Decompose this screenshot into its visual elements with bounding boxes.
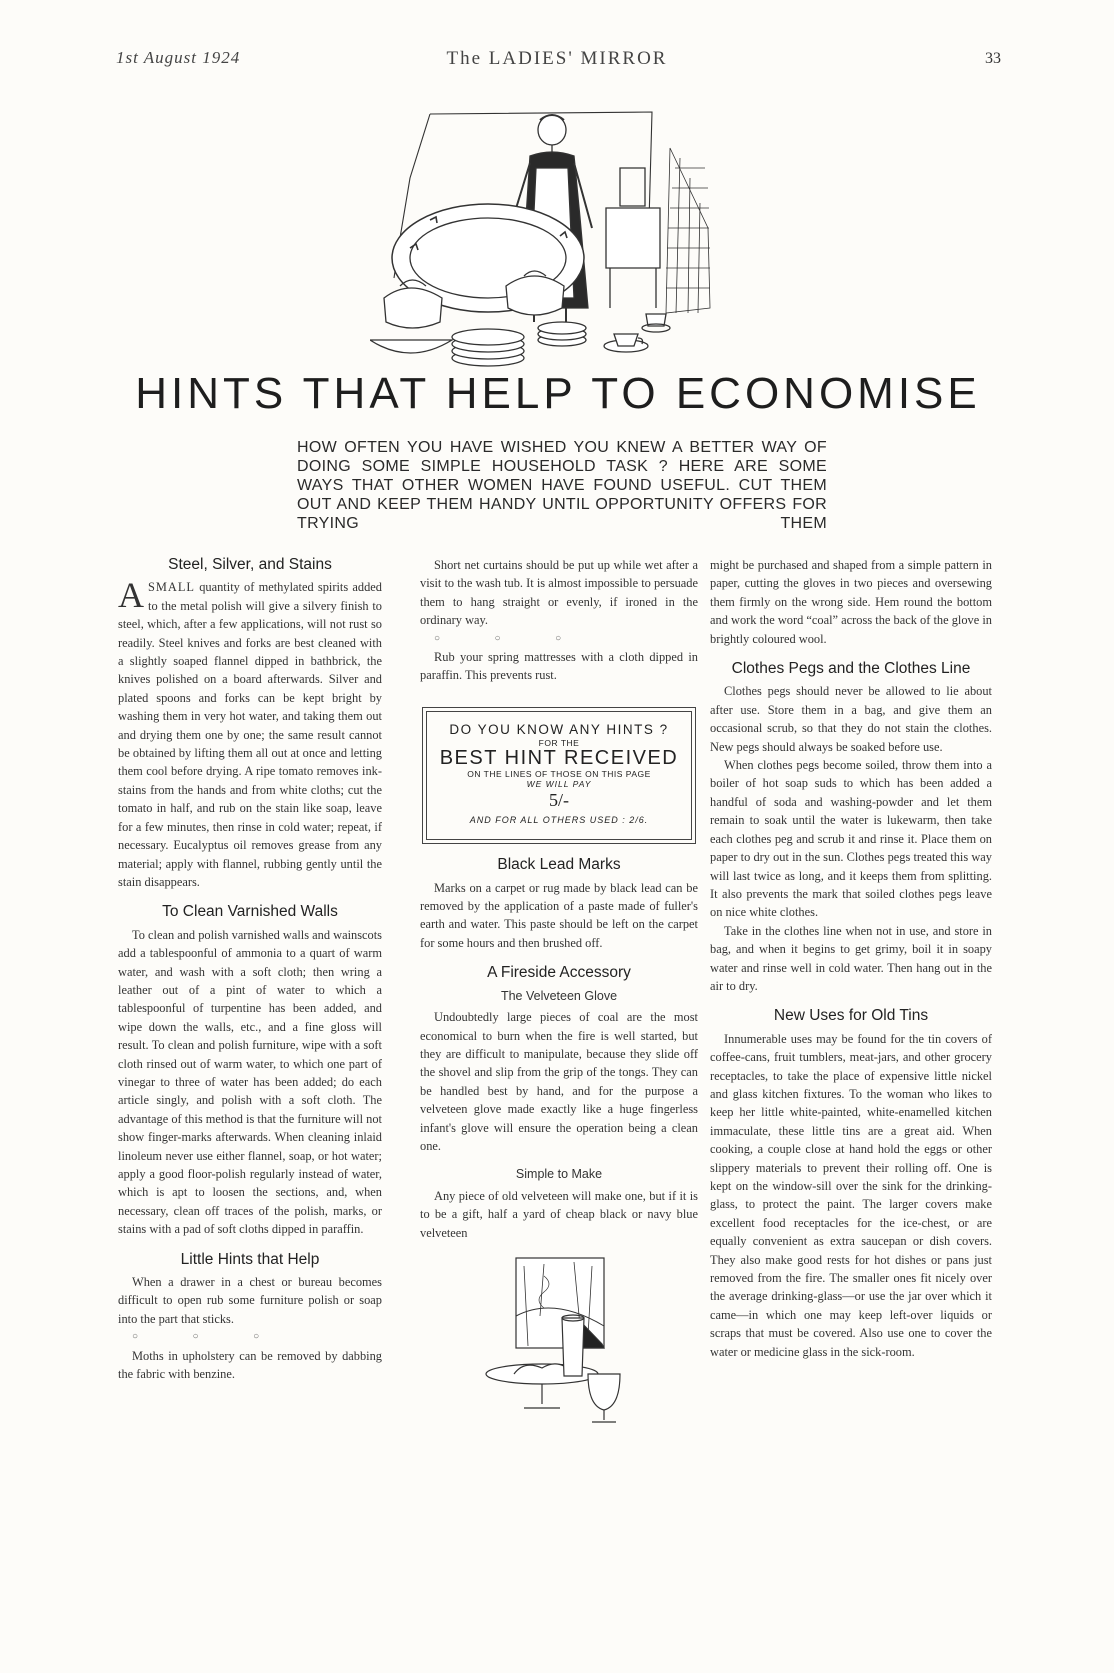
section-heading-old-tins: New Uses for Old Tins <box>773 1007 929 1025</box>
contest-question: DO YOU KNOW ANY HINTS ? <box>449 721 669 737</box>
steel-paragraph <box>118 575 382 891</box>
hint-contest-box <box>422 707 696 844</box>
separator-dots: ○ ○ ○ <box>132 1331 286 1343</box>
section-heading-steel: Steel, Silver, and Stains <box>168 556 332 573</box>
drawer-paragraph: When a drawer in a chest or bureau becomes difficult to open rub some furniture polish or soap into the part that sticks. <box>118 1275 382 1326</box>
section-heading-walls: To Clean Varnished Walls <box>162 903 338 921</box>
simple-paragraph: Any piece of old velveteen will make one, but if it is to be a gift, half a yard of cheap black or navy blue velveteen <box>420 1188 698 1240</box>
contest-others: AND FOR ALL OTHERS USED : 2/6. <box>469 814 649 825</box>
subheading-simple-to-make: Simple to Make <box>515 1167 603 1182</box>
small-caps-lead: SMALL <box>148 580 195 595</box>
section-heading-fireside: A Fireside Accessory <box>487 964 631 982</box>
contest-best-hint: BEST HINT RECEIVED <box>439 746 679 769</box>
pegs-paragraph-3: Take in the clothes line when not in use, and store in bag, and when it begins to get grimy, boil it in soapy water and rinse well in cold water. Then hang out in the air to dry. <box>710 923 992 993</box>
drop-cap: A <box>118 575 144 616</box>
column-3 <box>710 556 992 1361</box>
curtains-paragraph: Short net curtains should be put up while wet after a visit to the wash tub. It is almost impossible to persuade them to hang straight or evenly, if ironed in the ordinary way. <box>420 558 698 628</box>
contest-will-pay: WE WILL PAY <box>526 778 592 789</box>
walls-paragraph: To clean and polish varnished walls and wainscots add a tablespoonful of ammonia to a quart of warm water, and wash with a soft cloth; then wring a leather out of a pint of water to which a tablespoonful of turpentine has been added, and wipe down the walls, etc., and a fine gloss will result. To clean and polish furniture, wipe with a soft cloth rinsed out of warm water, to which one part of vinegar to three of water has been added; do each article singly, and polish with a soft cloth. The advantage of this method is that the furniture will not show finger-marks afterwards. When cleaning inlaid linoleum never use either flannel, soap, or hot water; apply a good floor-polish regularly instead of water, which is apt to loosen the sections, and, when necessary, clean off traces of the polish, marks, or stains with a pad of soft cloths dipped in paraffin. <box>118 927 382 1237</box>
page-number: 33 <box>985 50 1001 67</box>
issue-date: 1st August 1924 <box>116 48 241 67</box>
pegs-paragraph-1: Clothes pegs should never be allowed to lie about after use. Store them in a bag, and give them an occasional scrub, so that they do not stain the clothes. New pegs should always be soaked before use. <box>710 684 992 754</box>
article-subdeck: HOW OFTEN YOU HAVE WISHED YOU KNEW A BETTER WAY OF DOING SOME SIMPLE HOUSEHOLD TASK ? HERE ARE SOME WAYS THAT OTHER WOMEN HAVE FOUND USEFUL. CUT THEM OUT AND KEEP THEM HANDY UNTIL OPPORTUNITY OFFERS FOR TRYING THEM <box>297 439 827 532</box>
contest-amount: 5/- <box>549 789 569 810</box>
section-heading-black-lead: Black Lead Marks <box>497 856 621 874</box>
contest-for-the: FOR THE <box>538 737 580 748</box>
pegs-paragraph-2: When clothes pegs become soiled, throw them into a boiler of hot soap suds to which has been added a handful of soda and washing-powder and let them remain to soak until the water is lukewarm, then take each clothes peg and scrub it and rinse it. Place them on paper to dry out in the sun. Clothes pegs treated this way will last twice as long, and it keeps them from splitting. It also prevents the mark that soiled clothes pegs leave on nice white clothes. <box>710 758 992 920</box>
column-2 <box>420 556 698 1424</box>
magazine-title: The LADIES' MIRROR <box>446 48 668 69</box>
column-1 <box>118 556 382 1383</box>
maid-with-crockery-illustration <box>370 108 720 370</box>
subheading-velveteen-glove: The Velveteen Glove <box>500 988 618 1003</box>
section-heading-clothes-pegs: Clothes Pegs and the Clothes Line <box>731 660 971 678</box>
tins-paragraph: Innumerable uses may be found for the tin covers of coffee-cans, fruit tumblers, meat-jars, and other grocery receptacles, to take the place of expensive little nickel and glass kitchen fixtures. To the woman who likes to keep her little white-painted, white-enamelled kitchen immaculate, these little tins are a great aid. When cooking, a couple close at hand hold the eggs or other slippery materials to prevent their rolling off. One is kept on the window-sill over the sink for the drinking-glass, to protect the paint. The larger covers make excellent food receptacles for the ice-chest, or are equally convenient as extra saucepan or dish covers. They also make good rests for hot dishes or pans just removed from the fire. The smaller ones fit nicely over the average drinking-glass—or use the jar over which it came—in which one may keep left-over liquids or scraps that must be covered. Also use one to cover the water or medicine glass in the sick-room. <box>710 1031 992 1359</box>
steel-text: quantity of methylated spirits added to the metal polish will give a silvery finish to steel, which, after a few applications, will not rust so readily. Steel knives and forks are best cleaned with a slightly soaped flannel dipped in bathbrick, the knives polished on a board afterwards. Silver and plated spoons and forks can be kept bright by washing them in very hot water, and taking them out and drying them one by one; the same result cannot be obtained by lifting them all out at once and letting them cool before drying. A ripe tomato removes ink-stains from the hands and from white cloths; cut the tomato in half, and rub on the stain like soap, leave for a few minutes, then rinse in cold water; repeat, if necessary. Eucalyptus oil removes grease from any material; apply with flannel, rubbing gently until the stain disappears. <box>118 580 382 889</box>
separator-dots: ○ ○ ○ <box>434 632 588 644</box>
moths-paragraph: Moths in upholstery can be removed by dabbing the fabric with benzine. <box>118 1348 382 1382</box>
contest-lines: ON THE LINES OF THOSE ON THIS PAGE <box>467 768 651 779</box>
article-headline: HINTS THAT HELP TO ECONOMISE <box>135 369 981 418</box>
glassware-illustration <box>484 1256 634 1424</box>
black-lead-paragraph: Marks on a carpet or rug made by black lead can be removed by the application of a paste made of fuller's earth and water. This paste should be left on the carpet for some hours and then brushed off. <box>420 880 698 950</box>
section-heading-little-hints: Little Hints that Help <box>180 1250 320 1268</box>
mattress-paragraph: Rub your spring mattresses with a cloth dipped in paraffin. This prevents rust. <box>420 650 698 683</box>
running-header <box>0 48 1114 78</box>
glove-continued-paragraph: might be purchased and shaped from a simple pattern in paper, cutting the gloves in two pieces and oversewing them firmly on the wrong side. Hem round the bottom and work the word “coal” across the back of the glove in brightly coloured wool. <box>710 558 992 646</box>
fireside-paragraph: Undoubtedly large pieces of coal are the most economical to burn when the fire is well started, but they are difficult to manipulate, because they slide off the shovel and slip from the grip of the tongs. They can be handled best by hand, and for the purpose a velveteen glove made exactly like a huge fingerless infant's glove will ensure the operation being a clean one. <box>420 1010 698 1153</box>
